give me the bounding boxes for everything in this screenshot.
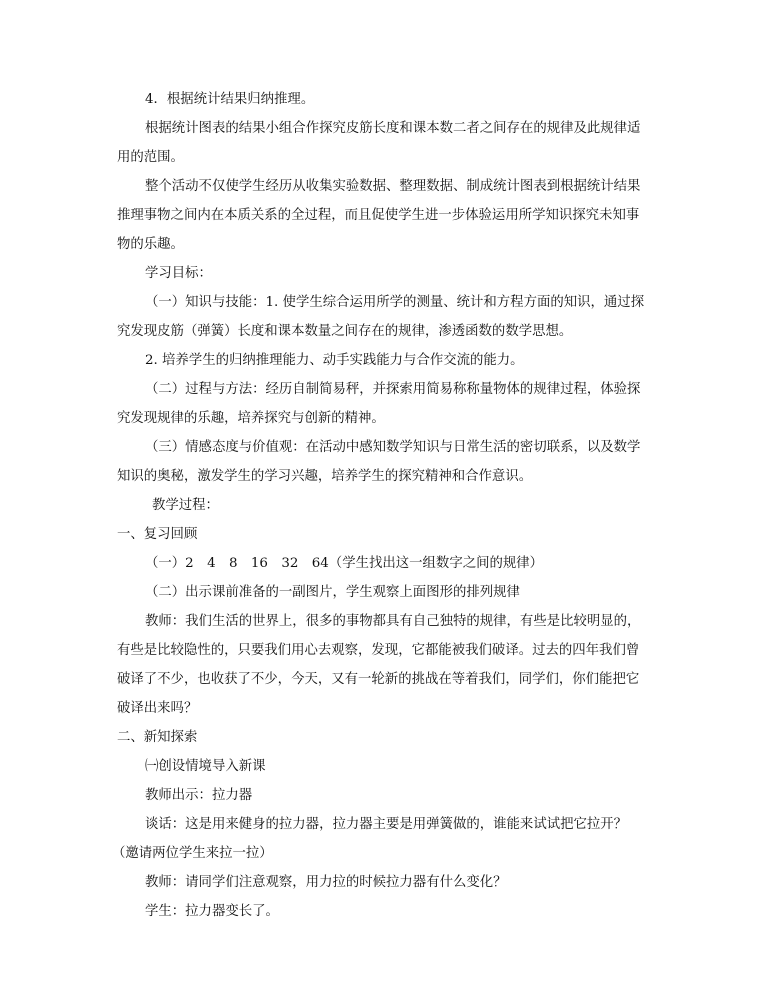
section-heading: 二、新知探索 [117, 730, 198, 745]
text-line: （一）2 4 8 16 32 64（学生找出这一组数字之间的规律） [145, 556, 544, 571]
text-line: 4．根据统计结果归纳推理。 [145, 92, 315, 107]
text-line: 学生：拉力器变长了。 [145, 904, 279, 919]
text-line: 知识的奥秘，激发学生的学习兴趣，培养学生的探究精神和合作意识。 [117, 469, 533, 484]
section-heading: 一、复习回顾 [117, 527, 198, 542]
text-line: 究发现规律的乐趣，培养探究与创新的精神。 [117, 411, 385, 426]
text-line: （一）知识与技能：1. 使学生综合运用所学的测量、统计和方程方面的知识，通过探 [145, 295, 645, 310]
text-line: 破译出来吗？ [117, 701, 198, 716]
section-heading: 教学过程： [152, 498, 219, 513]
text-line: （邀请两位学生来拉一拉） [112, 846, 273, 861]
text-line: 破译了不少，也收获了不少，今天，又有一轮新的挑战在等着我们，同学们，你们能把它 [117, 672, 640, 687]
text-line: 教师：请同学们注意观察，用力拉的时候拉力器有什么变化？ [145, 875, 507, 890]
text-line: 教师：我们生活的世界上，很多的事物都具有自己独特的规律，有些是比较明显的， [145, 614, 641, 629]
text-line: 根据统计图表的结果小组合作探究皮筋长度和课本数二者之间存在的规律及此规律适 [145, 121, 641, 136]
text-line: （二）出示课前准备的一副图片，学生观察上面图形的排列规律 [145, 585, 520, 600]
text-line: （二）过程与方法：经历自制简易秤，并探索用简易称称量物体的规律过程，体验探 [145, 382, 641, 397]
text-line: 2. 培养学生的归纳推理能力、动手实践能力与合作交流的能力。 [145, 353, 524, 368]
text-line: 用的范围。 [117, 150, 184, 165]
text-line: （三）情感态度与价值观：在活动中感知数学知识与日常生活的密切联系，以及数学 [145, 440, 641, 455]
subsection-heading: ㈠创设情境导入新课 [145, 759, 266, 774]
section-heading: 学习目标： [145, 266, 212, 281]
text-line: 有些是比较隐性的，只要我们用心去观察，发现，它都能被我们破译。过去的四年我们曾 [117, 643, 640, 658]
text-line: 物的乐趣。 [117, 237, 184, 252]
text-line: 整个活动不仅使学生经历从收集实验数据、整理数据、制成统计图表到根据统计结果 [145, 179, 641, 194]
text-line: 教师出示：拉力器 [145, 788, 253, 803]
text-line: 推理事物之间内在本质关系的全过程，而且促使学生进一步体验运用所学知识探究未知事 [117, 208, 640, 223]
text-line: 究发现皮筋（弹簧）长度和课本数量之间存在的规律，渗透函数的数学思想。 [117, 324, 573, 339]
text-line: 谈话：这是用来健身的拉力器，拉力器主要是用弹簧做的，谁能来试试把它拉开？ [145, 817, 628, 832]
